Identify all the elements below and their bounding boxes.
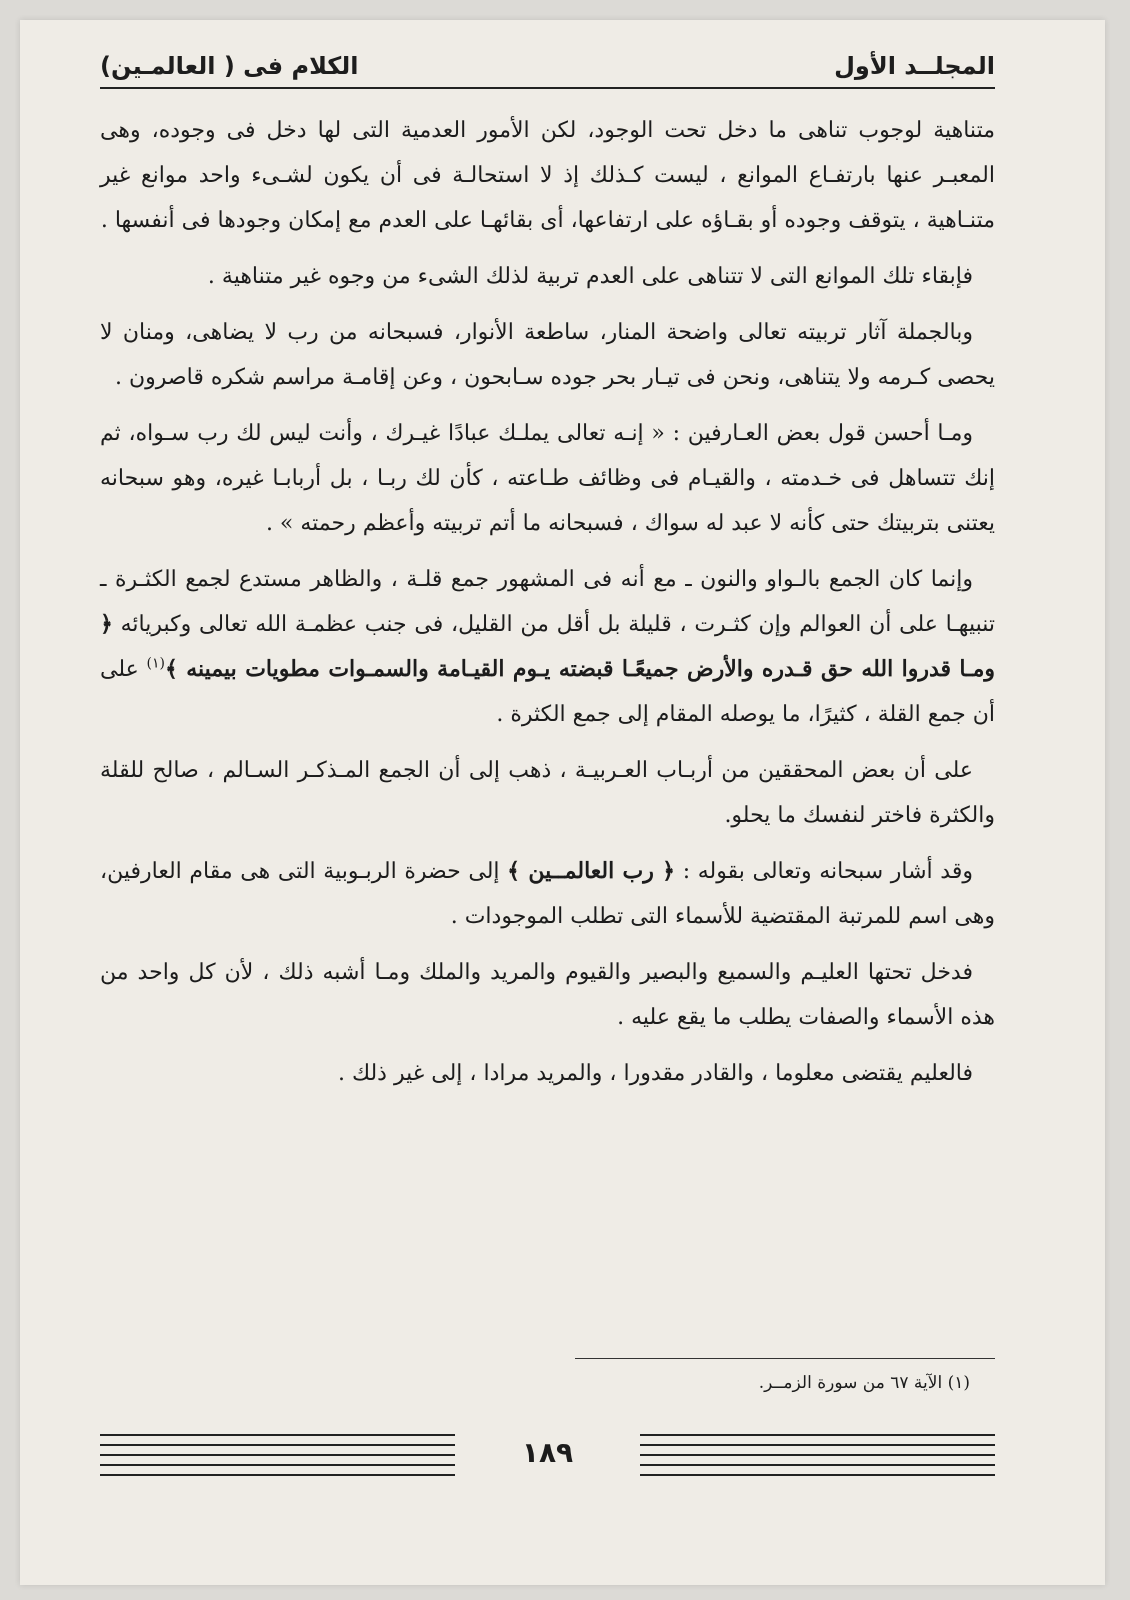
footer-rule-line: [640, 1444, 995, 1446]
paragraph-text: إلى حضرة الربـوبية التى هى مقام العارفين، وهى اسم للمرتبة المقتضية للأسماء التى تطلب الموجودات .: [100, 859, 995, 929]
paragraph-text: وقد أشار سبحانه وتعالى بقوله :: [675, 859, 973, 884]
footer-rule-line: [640, 1434, 995, 1436]
paragraph-text: على أن جمع القلة ، كثيرًا، ما يوصله المقام إلى جمع الكثرة .: [100, 657, 995, 727]
paragraph-text: متناهية لوجوب تناهى ما دخل تحت الوجود، لكن الأمور العدمية التى لها دخل فى وجوده، وهى المعبـر عنها بارتفـاع الموانع ، ليست كـذلك إذ لا استحالـة فى أن يكون لشـىء واحد موانع غير متنـاهية ، يتوقف وجوده أو بقـاؤه على ارتفاعها، أى بقائهـا على العدم مع إمكان وجودها فى أنفسها .: [100, 118, 995, 233]
footer-rule-line: [640, 1474, 995, 1476]
footnote-rule: [575, 1358, 995, 1359]
footer-rules-right: [640, 1434, 995, 1484]
paragraph: [100, 254, 995, 299]
paragraph-text: فالعليم يقتضى معلوما ، والقادر مقدورا ، والمريد مرادا ، إلى غير ذلك .: [337, 1061, 973, 1086]
paragraph: [100, 411, 995, 546]
paragraph: [100, 310, 995, 400]
paragraph: [100, 1051, 995, 1096]
paragraph-text: ومـا أحسن قول بعض العـارفين : « إنـه تعالى يملـك عبادًا غيـرك ، وأنت ليس لك رب سـواه، ثم إنك تتساهل فى خـدمته ، والقيـام فى وظائف طـاعته ، كأن لك ربـا ، بل أربابـا غيره، وهو سبحانه يعتنى بتربيتك حتى كأنه لا عبد له سواك ، فسبحانه ما أتم تربيته وأعظم رحمته » .: [100, 421, 995, 536]
paragraph-text: فإبقاء تلك الموانع التى لا تتناهى على العدم تربية لذلك الشىء من وجوه غير متناهية .: [207, 264, 973, 289]
quran-quote: ﴿ رب العالمــين ﴾: [507, 858, 676, 884]
quran-quote: ﴿ ومـا قدروا الله حق قـدره والأرض جميعًـا قبضته يـوم القيـامة والسمـوات مطويات بيمينه ﴾: [100, 611, 995, 682]
paragraph: [100, 557, 995, 737]
footer-rule-line: [100, 1454, 455, 1456]
footer-rule-line: [640, 1464, 995, 1466]
paragraph: [100, 950, 995, 1040]
footer-rule-line: [640, 1454, 995, 1456]
body-text: [100, 108, 995, 1107]
paragraph-text: وبالجملة آثار تربيته تعالى واضحة المنار، ساطعة الأنوار، فسبحانه من رب لا يضاهى، ومنان لا يحصى كـرمه ولا يتناهى، ونحن فى تيـار بحر جوده سـابحون ، وعن إقامـة مراسم شكره قاصرون .: [100, 320, 995, 390]
footer-rule-line: [100, 1474, 455, 1476]
paragraph-text: وإنما كان الجمع بالـواو والنون ـ مع أنه فى المشهور جمع قلـة ، والظاهر مستدع لجمع الكثـرة ـ تنبيهـا على أن العوالم وإن كثـرت ، قليلة بل أقل من القليل، فى جنب عظمـة الله تعالى وكبريائه: [100, 567, 995, 637]
footnote: (١) الآية ٦٧ من سورة الزمــر.: [758, 1373, 970, 1393]
paragraph: [100, 108, 995, 243]
paragraph-text: فدخل تحتها العليـم والسميع والبصير والقيوم والمريد والملك ومـا أشبه ذلك ، لأن كل واحد من هذه الأسماء والصفات يطلب ما يقع عليه .: [100, 960, 995, 1030]
footer-rules-left: [100, 1434, 455, 1484]
chapter-title: الكلام فى ( العالمـين): [100, 52, 359, 80]
page-number: ١٨٩: [521, 1436, 574, 1469]
volume-title: المجلــد الأول: [834, 52, 995, 80]
footer-rule-line: [100, 1434, 455, 1436]
paragraph: [100, 748, 995, 838]
footnote-marker[interactable]: (١): [146, 655, 165, 672]
running-header: [100, 40, 995, 80]
header-rule: [100, 87, 995, 89]
paragraph: [100, 849, 995, 939]
footer-rule-line: [100, 1444, 455, 1446]
paragraph-text: على أن بعض المحققين من أربـاب العـربيـة ، ذهب إلى أن الجمع المـذكـر السـالم ، صالح للقلة والكثرة فاختر لنفسك ما يحلو.: [100, 758, 995, 828]
footer-rule-line: [100, 1464, 455, 1466]
